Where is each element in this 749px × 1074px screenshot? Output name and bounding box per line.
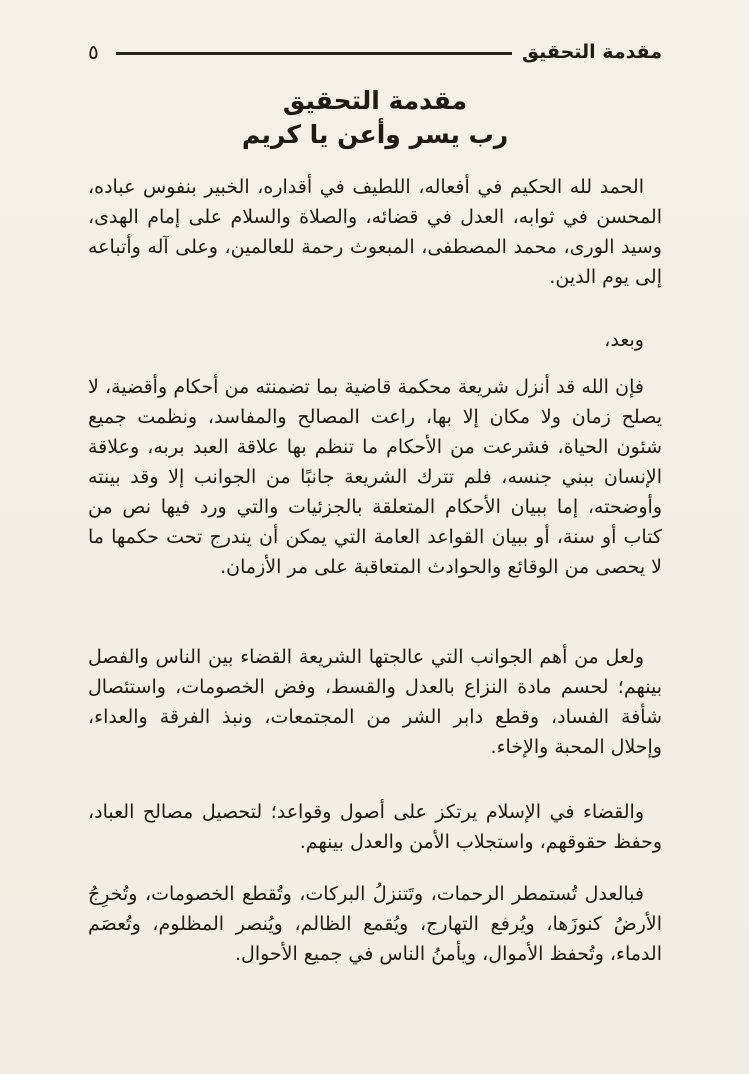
paragraph-transition: وبعد، (604, 329, 644, 351)
paragraph-judiciary: ولعل من أهم الجوانب التي عالجتها الشريعة القضاء بين الناس والفصل بينهم؛ لحسم مادة النزاع بالعدل والقسط، وفض الخصومات، واستئصال شأفة الفساد، وقطع دابر الشر من المجتمعات، ونبذ الفرقة والعداء، وإحلال المحبة والإخاء. (88, 646, 662, 758)
paragraph-principles: والقضاء في الإسلام يرتكز على أصول وقواعد؛ لتحصيل مصالح العباد، وحفظ حقوقهم، واستجلاب الأمن والعدل بينهم. (88, 801, 662, 853)
section-title: مقدمة التحقيق (282, 86, 468, 115)
header-rule (116, 52, 512, 55)
page-number: ٥ (88, 40, 99, 64)
paragraph-praise: الحمد لله الحكيم في أفعاله، اللطيف في أقداره، الخبير بنفوس عباده، المحسن في ثوابه، العدل في قضائه، والصلاة والسلام على إمام الهدى، وسيد الورى، محمد المصطفى، المبعوث رحمة للعالمين، وعلى آله وأتباعه إلى يوم الدين. (88, 176, 662, 288)
paragraph-sharia: فإن الله قد أنزل شريعة محكمة قاضية بما تضمنته من أحكام وأقضية، لا يصلح زمان ولا مكان إلا بها، راعت المصالح والمفاسد، ونظمت جميع شئون الحياة، فشرعت من الأحكام ما تنظم بها علاقة العبد بربه، وعلاقة الإنسان ببني جنسه، فلم تترك الشريعة جانبًا من الجوانب إلا وقد بينته وأوضحته، إما ببيان الأحكام المتعلقة بالجزئيات والتي ورد فيها نص من كتاب أو سنة، أو ببيان القواعد العامة التي يمكن أن يندرج تحت حكمها ما لا يحصى من الوقائع والحوادث المتعاقبة على مر الأزمان. (88, 376, 662, 578)
section-subtitle: رب يسر وأعن يا كريم (241, 120, 509, 149)
running-header-title: مقدمة التحقيق (522, 41, 662, 63)
running-header (88, 36, 662, 76)
paragraph-justice: فبالعدل تُستمطر الرحمات، وتَتنزلُ البركات، وتُقطع الخصومات، وتُخرِجُ الأرضُ كنوزَها، ويُرفع التهارج، ويُقمع الظالم، ويُنصر المظلوم، وتُعصَم الدماء، وتُحفظ الأموال، ويأمنُ الناس في جميع الأحوال. (88, 883, 662, 965)
